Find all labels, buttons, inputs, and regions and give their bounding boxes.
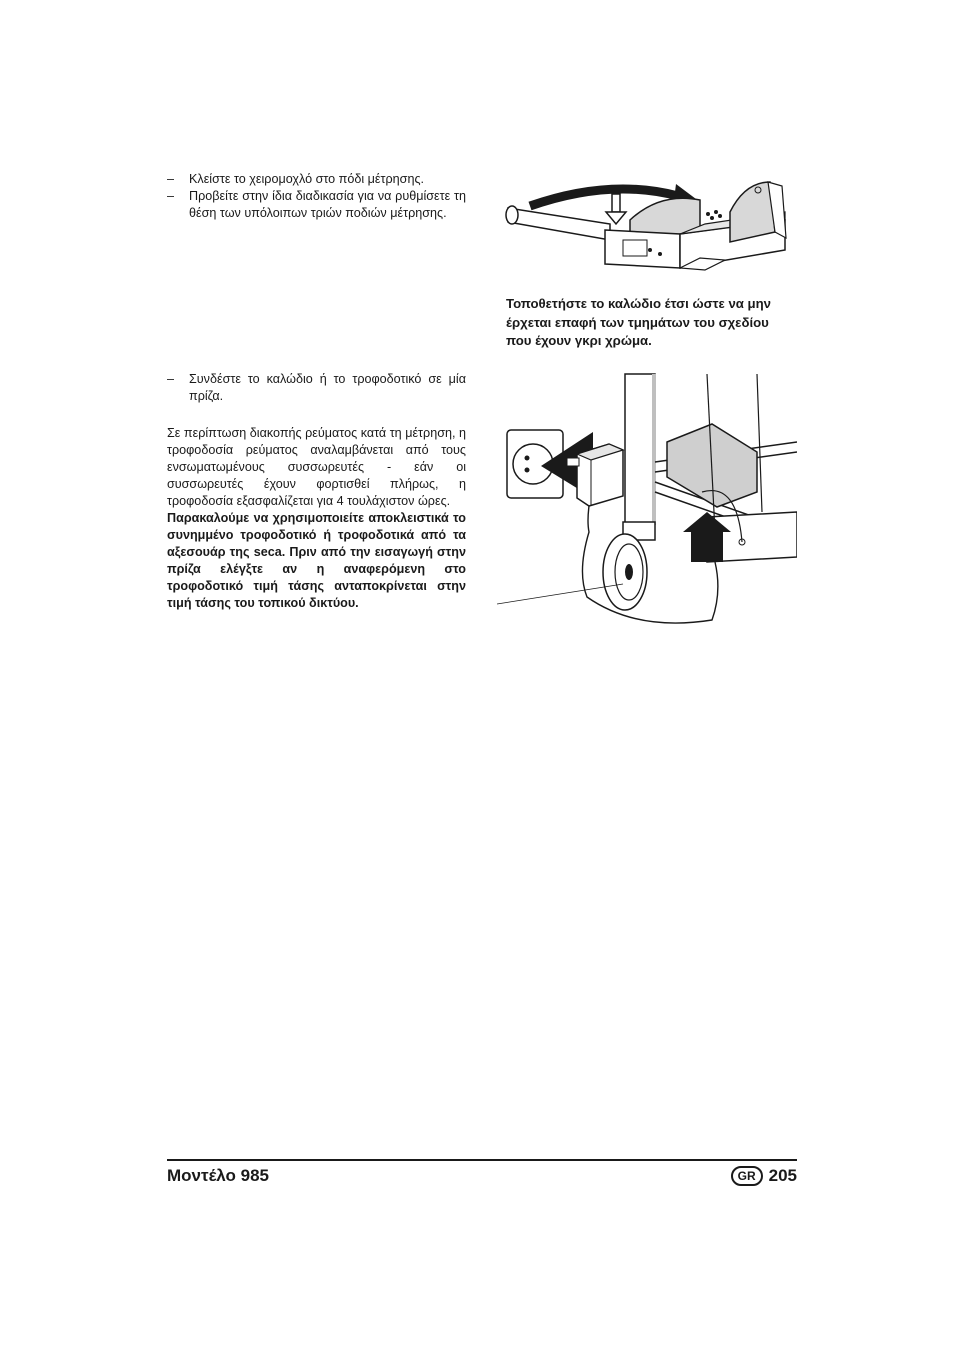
power-note-block	[167, 425, 466, 612]
power-plug-illustration	[497, 372, 797, 640]
step-item	[167, 188, 466, 222]
step-item	[167, 371, 466, 405]
step-text: Κλείστε το χειρομοχλό στο πόδι μέτρησης.	[189, 172, 425, 186]
dash-bullet: –	[167, 172, 175, 186]
power-note: Σε περίπτωση διακοπής ρεύματος κατά τη μέτρηση, η τροφοδοσία ρεύματος αναλαμβάνεται από τους ενσωματωμένους συσσωρευτές - εάν οι συσσωρευτές έχουν φορτισθεί πλήρως, η τροφοδοσία εξασφαλίζεται για 4 τουλάχιστον ώρες.	[167, 426, 466, 508]
step-item	[167, 171, 466, 188]
step-text: Προβείτε στην ίδια διαδικασία για να ρυθμίσετε τη θέση των υπόλοιπων τριών ποδιών μέτρησης.	[189, 189, 466, 220]
figure-caption: Τοποθετήστε το καλώδιο έτσι ώστε να μην έρχεται επαφή των τμημάτων του σχεδίου που έχουν γκρι χρώμα.	[506, 296, 772, 348]
step-text: Συνδέστε το καλώδιο ή το τροφοδοτικό σε μία πρίζα.	[189, 372, 466, 403]
power-warning: Παρακαλούμε να χρησιμοποιείτε αποκλειστικά το συνημμένο τροφοδοτικό ή τροφοδοτικά από τα αξεσουάρ της seca. Πριν από την εισαγωγή στην πρίζα ελέγξτε αν η αναφερόμενη στο τροφοδοτικό τιμή τάσης ανταποκρίνεται στην τιμή τάσης του τοπικού δικτύου.	[167, 511, 466, 610]
steps-top	[167, 171, 466, 222]
page-number: 205	[768, 1166, 797, 1185]
step-power	[167, 371, 466, 405]
lever-foot-illustration	[500, 172, 796, 282]
dash-bullet: –	[167, 372, 175, 386]
language-badge: GR	[731, 1166, 763, 1186]
footer-rule	[167, 1159, 797, 1161]
footer-model: Μοντέλο 985	[167, 1166, 269, 1185]
dash-bullet: –	[167, 189, 175, 203]
footer-page-info	[731, 1166, 797, 1186]
